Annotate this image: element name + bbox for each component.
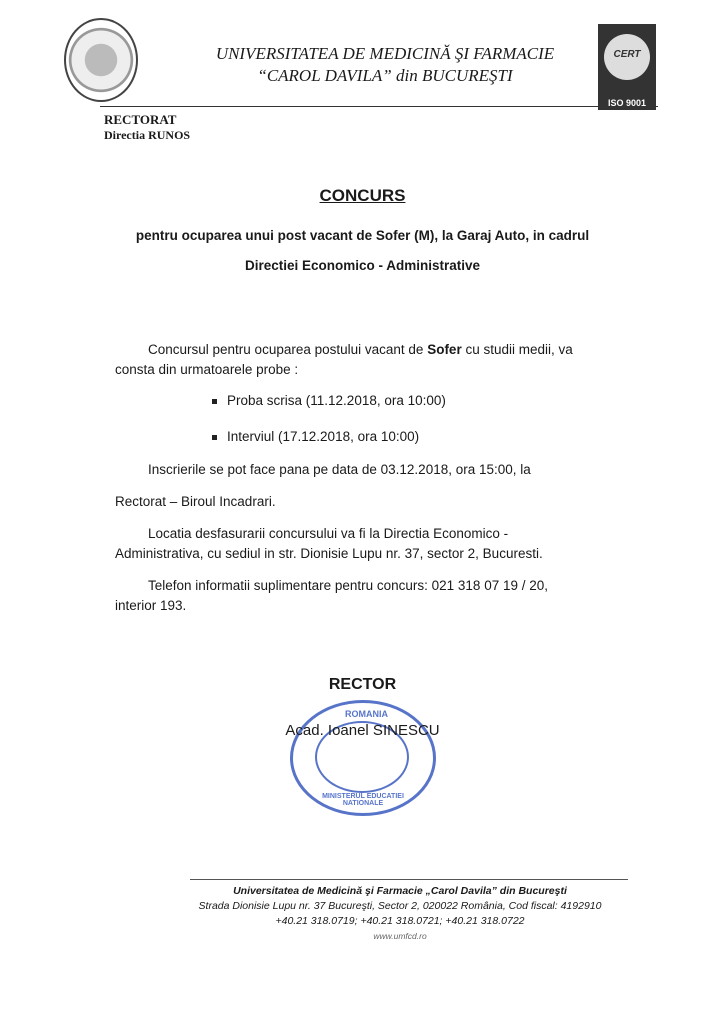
university-name-line1: UNIVERSITATEA DE MEDICINĂ ŞI FARMACIE: [215, 44, 555, 63]
footer-phones: +40.21 318.0719; +40.21 318.0721; +40.21 318.0722: [275, 915, 525, 927]
paragraph-2: Inscrierile se pot face pana pe data de 03.12.2018, ora 15:00, la: [148, 462, 531, 477]
official-stamp: [290, 700, 436, 816]
document-title: CONCURS: [319, 186, 406, 205]
list-item: Interviul (17.12.2018, ora 10:00): [212, 427, 419, 447]
signatory-name: Acad. Ioanel SINESCU: [285, 722, 440, 739]
list-item: Proba scrisa (11.12.2018, ora 10:00): [212, 391, 446, 411]
paragraph-5: Telefon informatii suplimentare pentru concurs: 021 318 07 19 / 20,: [148, 578, 548, 593]
footer-divider: [190, 879, 628, 880]
paragraph-3: Rectorat – Biroul Incadrari.: [115, 494, 276, 509]
iso-certification-logo: [598, 24, 656, 110]
stamp-bottom-text: MINISTERUL EDUCATIEI NATIONALE: [322, 793, 404, 807]
footer-address: Strada Dionisie Lupu nr. 37 Bucureşti, Sector 2, 020022 România, Cod fiscal: 4192910: [198, 900, 602, 912]
department-rectorat: RECTORAT: [104, 112, 177, 127]
paragraph-4-cont: Administrativa, cu sediul in str. Dionisie Lupu nr. 37, sector 2, Bucuresti.: [115, 546, 543, 561]
subtitle-line2: Directiei Economico - Administrative: [244, 258, 481, 273]
paragraph-1-cont: consta din urmatoarele probe :: [115, 362, 299, 377]
university-name-line2: “CAROL DAVILA” din BUCUREŞTI: [257, 66, 513, 85]
paragraph-4: Locatia desfasurarii concursului va fi la Directia Economico -: [148, 526, 509, 541]
university-seal-logo: [64, 18, 138, 102]
iso-label: ISO 9001: [607, 98, 647, 108]
paragraph-1: Concursul pentru ocuparea postului vacant de Sofer cu studii medii, va: [148, 342, 573, 357]
stamp-top-text: ROMANIA: [345, 709, 388, 719]
footer-university: Universitatea de Medicină şi Farmacie „Carol Davila” din Bucureşti: [233, 885, 567, 897]
header-divider: [100, 106, 658, 107]
footer-website: www.umfcd.ro: [373, 931, 427, 941]
signature-role: RECTOR: [328, 676, 397, 693]
department-runos: Directia RUNOS: [104, 128, 191, 142]
iso-logo-cert-text: CERT: [613, 49, 641, 60]
paragraph-5-cont: interior 193.: [115, 598, 187, 613]
subtitle-line1: pentru ocuparea unui post vacant de Sofer (M), la Garaj Auto, in cadrul: [135, 228, 590, 243]
